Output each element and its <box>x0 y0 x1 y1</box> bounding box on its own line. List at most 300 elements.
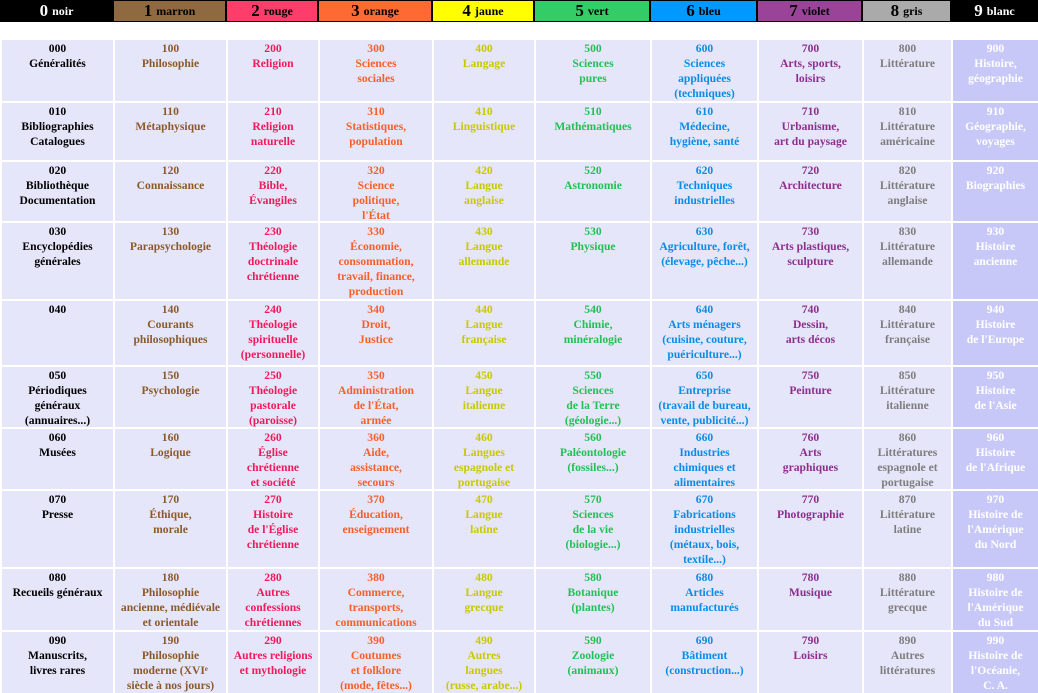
class-label: Zoologie (animaux) <box>567 649 619 677</box>
class-label: Fabrications industrielles (métaux, bois, textile...) <box>669 508 740 566</box>
class-label: Littérature <box>879 57 936 70</box>
class-310 <box>320 103 432 160</box>
class-label: Peinture <box>789 384 832 397</box>
class-470 <box>434 491 534 567</box>
class-code: 590 <box>584 634 602 647</box>
class-330 <box>320 223 432 299</box>
class-360 <box>320 429 432 489</box>
class-label: Commerce, transports, communications <box>335 586 417 629</box>
class-680 <box>652 569 757 630</box>
class-code: 620 <box>695 164 714 177</box>
class-code: 010 <box>48 105 67 118</box>
class-010 <box>2 103 113 160</box>
class-label: Droit, Justice <box>358 318 394 346</box>
legend-number: 6 <box>686 1 695 20</box>
class-code: 460 <box>475 431 493 444</box>
legend-rouge <box>226 0 318 22</box>
class-code: 490 <box>475 634 493 647</box>
class-920 <box>953 162 1038 221</box>
class-340 <box>320 301 432 365</box>
class-640 <box>652 301 757 365</box>
class-code: 870 <box>898 493 917 506</box>
legend-orange <box>318 0 432 22</box>
class-550 <box>536 367 650 427</box>
class-060 <box>2 429 113 489</box>
class-code: 560 <box>584 431 602 444</box>
class-code: 530 <box>584 225 602 238</box>
legend-number: 8 <box>890 1 900 20</box>
class-code: 600 <box>695 42 714 55</box>
class-620 <box>652 162 757 221</box>
class-label: Éthique, morale <box>149 508 192 536</box>
class-label: Musique <box>788 586 833 599</box>
class-600 <box>652 40 757 101</box>
class-code: 950 <box>986 369 1005 382</box>
class-580 <box>536 569 650 630</box>
class-code: 990 <box>986 634 1005 647</box>
legend-gris <box>862 0 951 22</box>
class-code: 500 <box>584 42 602 55</box>
class-170 <box>115 491 226 567</box>
class-label: Bâtiment (construction...) <box>665 649 744 677</box>
class-label: Économie, consommation, travail, finance, production <box>337 240 415 298</box>
class-190 <box>115 632 226 693</box>
class-740 <box>759 301 862 365</box>
class-code: 910 <box>986 105 1005 118</box>
class-label: Coutumes et folklore (mode, fêtes...) <box>340 649 412 692</box>
class-label: Philosophie ancienne, médiévale et orientale <box>120 586 221 629</box>
class-260 <box>228 429 318 489</box>
class-code: 480 <box>475 571 493 584</box>
class-560 <box>536 429 650 489</box>
legend-number: 4 <box>462 1 471 20</box>
class-540 <box>536 301 650 365</box>
class-label: Logique <box>150 446 191 459</box>
class-270 <box>228 491 318 567</box>
class-code: 200 <box>264 42 282 55</box>
class-810 <box>864 103 951 160</box>
class-label: Histoire ancienne <box>973 240 1018 268</box>
class-180 <box>115 569 226 630</box>
class-label: Philosophie moderne (XVIᵉ siècle à nos jours) <box>126 649 215 692</box>
class-code: 060 <box>48 431 67 444</box>
dewey-classification-grid <box>0 38 1038 693</box>
class-label: Loisirs <box>793 649 828 662</box>
class-label: Psychologie <box>141 384 200 397</box>
legend-violet <box>757 0 862 22</box>
class-label: Théologie doctrinale chrétienne <box>246 240 300 283</box>
class-code: 100 <box>161 42 180 55</box>
class-label: Autres littératures <box>879 649 936 677</box>
class-code: 830 <box>898 225 917 238</box>
class-900 <box>953 40 1038 101</box>
class-label: Botanique (plantes) <box>567 586 619 614</box>
class-label: Administration de l'État, armée <box>337 384 414 427</box>
class-label: Littérature française <box>879 318 936 346</box>
class-610 <box>652 103 757 160</box>
class-code: 740 <box>801 303 820 316</box>
class-label: Théologie spirituelle (personnelle) <box>240 318 306 361</box>
legend-color-name: bleu <box>698 3 721 18</box>
class-label: Manuscrits, livres rares <box>28 649 87 677</box>
class-code: 580 <box>584 571 602 584</box>
class-300 <box>320 40 432 101</box>
class-930 <box>953 223 1038 299</box>
class-530 <box>536 223 650 299</box>
class-label: Chimie, minéralogie <box>563 318 623 346</box>
class-code: 410 <box>475 105 493 118</box>
class-090 <box>2 632 113 693</box>
class-code: 710 <box>801 105 820 118</box>
class-label: Littérature américaine <box>879 120 936 148</box>
class-050 <box>2 367 113 427</box>
class-code: 090 <box>48 634 67 647</box>
class-label: Langue allemande <box>458 240 510 268</box>
legend-number: 0 <box>39 1 49 20</box>
class-code: 380 <box>367 571 385 584</box>
legend-color-name: blanc <box>986 3 1015 18</box>
class-490 <box>434 632 534 693</box>
class-720 <box>759 162 862 221</box>
class-label: Arts, sports, loisirs <box>780 57 841 85</box>
class-710 <box>759 103 862 160</box>
legend-number: 2 <box>251 1 260 20</box>
class-130 <box>115 223 226 299</box>
class-660 <box>652 429 757 489</box>
class-code: 650 <box>695 369 714 382</box>
color-legend-header <box>0 0 1038 22</box>
class-230 <box>228 223 318 299</box>
class-code: 290 <box>264 634 282 647</box>
class-label: Littératures espagnole et portugaise <box>877 446 938 489</box>
class-870 <box>864 491 951 567</box>
class-code: 400 <box>475 42 493 55</box>
class-label: Arts plastiques, sculpture <box>771 240 850 268</box>
class-label: Histoire de l'Afrique <box>965 446 1026 474</box>
class-140 <box>115 301 226 365</box>
class-code: 340 <box>367 303 385 316</box>
class-label: Presse <box>41 508 74 521</box>
class-label: Parapsychologie <box>129 240 212 253</box>
class-code: 390 <box>367 634 385 647</box>
class-label: Histoire, géographie <box>968 57 1023 85</box>
class-650 <box>652 367 757 427</box>
class-940 <box>953 301 1038 365</box>
class-code: 900 <box>986 42 1005 55</box>
class-code: 020 <box>48 164 67 177</box>
class-070 <box>2 491 113 567</box>
class-code: 270 <box>264 493 282 506</box>
class-code: 230 <box>264 225 282 238</box>
class-label: Urbanisme, art du paysage <box>774 120 847 148</box>
class-460 <box>434 429 534 489</box>
class-label: Autres langues (russe, arabe...) <box>445 649 523 692</box>
class-label: Architecture <box>779 179 842 192</box>
class-code: 890 <box>898 634 917 647</box>
class-label: Langue grecque <box>464 586 504 614</box>
class-110 <box>115 103 226 160</box>
class-label: Histoire de l'Église chrétienne <box>246 508 300 551</box>
class-code: 140 <box>161 303 180 316</box>
class-code: 850 <box>898 369 917 382</box>
class-990 <box>953 632 1038 693</box>
legend-jaune <box>432 0 534 22</box>
class-code: 570 <box>584 493 602 506</box>
class-code: 660 <box>695 431 714 444</box>
class-380 <box>320 569 432 630</box>
class-code: 440 <box>475 303 493 316</box>
class-410 <box>434 103 534 160</box>
class-label: Linguistique <box>452 120 516 133</box>
class-280 <box>228 569 318 630</box>
class-label: Langue française <box>461 318 507 346</box>
class-label: Mathématiques <box>554 120 632 133</box>
class-code: 670 <box>695 493 714 506</box>
class-code: 510 <box>584 105 602 118</box>
class-label: Sciences de la Terre (géologie...) <box>564 384 622 427</box>
class-120 <box>115 162 226 221</box>
class-label: Histoire de l'Amérique du Nord <box>967 508 1024 551</box>
class-370 <box>320 491 432 567</box>
class-code: 810 <box>898 105 917 118</box>
class-label: Littérature grecque <box>879 586 936 614</box>
class-code: 930 <box>986 225 1005 238</box>
class-label: Astronomie <box>564 179 622 192</box>
class-code: 040 <box>48 303 67 316</box>
class-label: Photographie <box>777 508 844 521</box>
class-080 <box>2 569 113 630</box>
class-label: Autres confessions chrétiennes <box>244 586 302 629</box>
legend-color-name: jaune <box>474 3 504 18</box>
class-code: 030 <box>48 225 67 238</box>
class-code: 520 <box>584 164 602 177</box>
class-label: Généralités <box>29 57 86 70</box>
class-label: Aide, assistance, secours <box>350 446 402 489</box>
legend-color-name: vert <box>587 3 609 18</box>
class-label: Sciences appliquées (techniques) <box>674 57 735 100</box>
class-label: Arts graphiques <box>782 446 839 474</box>
class-label: Courants philosophiques <box>133 318 208 346</box>
class-100 <box>115 40 226 101</box>
class-code: 190 <box>161 634 180 647</box>
class-label: Histoire de l'Asie <box>974 384 1017 412</box>
class-label: Religion naturelle <box>250 120 296 148</box>
class-code: 960 <box>986 431 1005 444</box>
class-label: Musées <box>39 446 76 459</box>
class-code: 770 <box>801 493 820 506</box>
class-label: Autres religions et mythologie <box>233 649 313 677</box>
legend-marron <box>113 0 226 22</box>
class-860 <box>864 429 951 489</box>
class-code: 360 <box>367 431 385 444</box>
class-label: Éducation, enseignement <box>342 508 410 536</box>
class-label: Science politique, l'État <box>352 179 400 221</box>
class-790 <box>759 632 862 693</box>
class-code: 150 <box>161 369 180 382</box>
class-630 <box>652 223 757 299</box>
class-code: 310 <box>367 105 385 118</box>
class-510 <box>536 103 650 160</box>
class-label: Langues espagnole et portugaise <box>453 446 515 489</box>
class-690 <box>652 632 757 693</box>
class-code: 730 <box>801 225 820 238</box>
class-910 <box>953 103 1038 160</box>
class-code: 300 <box>367 42 385 55</box>
class-670 <box>652 491 757 567</box>
class-code: 640 <box>695 303 714 316</box>
class-code: 840 <box>898 303 917 316</box>
class-label: Langue italienne <box>462 384 506 412</box>
class-label: Bibliothèque Documentation <box>19 179 96 207</box>
class-code: 160 <box>161 431 180 444</box>
class-880 <box>864 569 951 630</box>
class-label: Périodiques généraux (annuaires...) <box>24 384 91 427</box>
class-label: Bible, Évangiles <box>249 179 297 207</box>
class-code: 790 <box>801 634 820 647</box>
class-code: 220 <box>264 164 282 177</box>
class-label: Sciences pures <box>572 57 614 85</box>
legend-color-name: rouge <box>263 3 293 18</box>
legend-bleu <box>650 0 757 22</box>
class-code: 450 <box>475 369 493 382</box>
class-label: Langage <box>462 57 506 70</box>
class-730 <box>759 223 862 299</box>
class-800 <box>864 40 951 101</box>
class-label: Recueils généraux <box>12 586 103 599</box>
class-code: 240 <box>264 303 282 316</box>
class-label: Encyclopédies générales <box>22 240 93 268</box>
class-200 <box>228 40 318 101</box>
class-label: Histoire de l'Europe <box>966 318 1025 346</box>
class-code: 050 <box>48 369 67 382</box>
class-label: Techniques industrielles <box>674 179 735 207</box>
class-520 <box>536 162 650 221</box>
class-code: 820 <box>898 164 917 177</box>
legend-number: 1 <box>143 1 153 20</box>
class-code: 330 <box>367 225 385 238</box>
class-label: Église chrétienne et société <box>246 446 300 489</box>
class-980 <box>953 569 1038 630</box>
class-030 <box>2 223 113 299</box>
class-code: 350 <box>367 369 385 382</box>
class-850 <box>864 367 951 427</box>
class-label: Connaissance <box>136 179 205 192</box>
class-label: Dessin, arts décos <box>785 318 836 346</box>
class-420 <box>434 162 534 221</box>
class-780 <box>759 569 862 630</box>
legend-blanc <box>951 0 1038 22</box>
class-500 <box>536 40 650 101</box>
class-950 <box>953 367 1038 427</box>
class-code: 550 <box>584 369 602 382</box>
class-code: 180 <box>161 571 180 584</box>
class-240 <box>228 301 318 365</box>
class-400 <box>434 40 534 101</box>
class-label: Physique <box>570 240 616 253</box>
class-code: 540 <box>584 303 602 316</box>
class-label: Sciences de la vie (biologie...) <box>565 508 621 551</box>
class-390 <box>320 632 432 693</box>
class-code: 750 <box>801 369 820 382</box>
class-label: Biographies <box>965 179 1026 192</box>
class-code: 970 <box>986 493 1005 506</box>
class-label: Statistiques, population <box>345 120 407 148</box>
class-570 <box>536 491 650 567</box>
class-code: 680 <box>695 571 714 584</box>
class-250 <box>228 367 318 427</box>
class-210 <box>228 103 318 160</box>
class-350 <box>320 367 432 427</box>
class-code: 760 <box>801 431 820 444</box>
class-code: 110 <box>162 105 179 118</box>
class-label: Sciences sociales <box>355 57 397 85</box>
class-970 <box>953 491 1038 567</box>
class-code: 130 <box>161 225 180 238</box>
legend-number: 7 <box>789 1 798 20</box>
class-code: 780 <box>801 571 820 584</box>
class-code: 210 <box>264 105 282 118</box>
class-820 <box>864 162 951 221</box>
class-160 <box>115 429 226 489</box>
class-label: Entreprise (travail de bureau, vente, publicité...) <box>658 384 751 427</box>
class-label: Histoire de l'Amérique du Sud <box>967 586 1024 629</box>
class-code: 720 <box>801 164 820 177</box>
class-code: 000 <box>48 42 67 55</box>
class-label: Langue latine <box>465 508 503 536</box>
class-code: 250 <box>264 369 282 382</box>
class-label: Arts ménagers (cuisine, couture, puériculture...) <box>662 318 747 361</box>
class-label: Articles manufacturés <box>670 586 739 614</box>
legend-color-name: marron <box>156 3 196 18</box>
legend-color-name: orange <box>363 3 399 18</box>
class-label: Théologie pastorale (paroisse) <box>248 384 298 427</box>
class-label: Agriculture, forêt, (élevage, pêche...) <box>659 240 750 268</box>
class-code: 070 <box>48 493 67 506</box>
class-700 <box>759 40 862 101</box>
class-450 <box>434 367 534 427</box>
class-label: Médecine, hygiène, santé <box>669 120 740 148</box>
legend-number: 5 <box>575 1 584 20</box>
class-150 <box>115 367 226 427</box>
class-320 <box>320 162 432 221</box>
class-code: 690 <box>695 634 714 647</box>
class-label: Littérature latine <box>879 508 936 536</box>
class-code: 860 <box>898 431 917 444</box>
legend-number: 3 <box>351 1 360 20</box>
class-label: Bibliographies Catalogues <box>21 120 94 148</box>
legend-vert <box>534 0 650 22</box>
class-040 <box>2 301 113 365</box>
class-960 <box>953 429 1038 489</box>
class-000 <box>2 40 113 101</box>
class-code: 980 <box>986 571 1005 584</box>
class-code: 320 <box>367 164 385 177</box>
class-label: Géographie, voyages <box>965 120 1026 148</box>
class-label: Paléontologie (fossiles...) <box>559 446 627 474</box>
class-840 <box>864 301 951 365</box>
class-label: Histoire de l'Océanie, C. A. <box>968 649 1023 692</box>
legend-color-name: gris <box>903 3 923 18</box>
class-code: 120 <box>161 164 180 177</box>
class-label: Littérature allemande <box>879 240 936 268</box>
legend-noir <box>0 0 113 22</box>
class-440 <box>434 301 534 365</box>
class-code: 280 <box>264 571 282 584</box>
class-code: 800 <box>898 42 917 55</box>
class-label: Littérature anglaise <box>879 179 936 207</box>
class-code: 370 <box>367 493 385 506</box>
class-code: 080 <box>48 571 67 584</box>
